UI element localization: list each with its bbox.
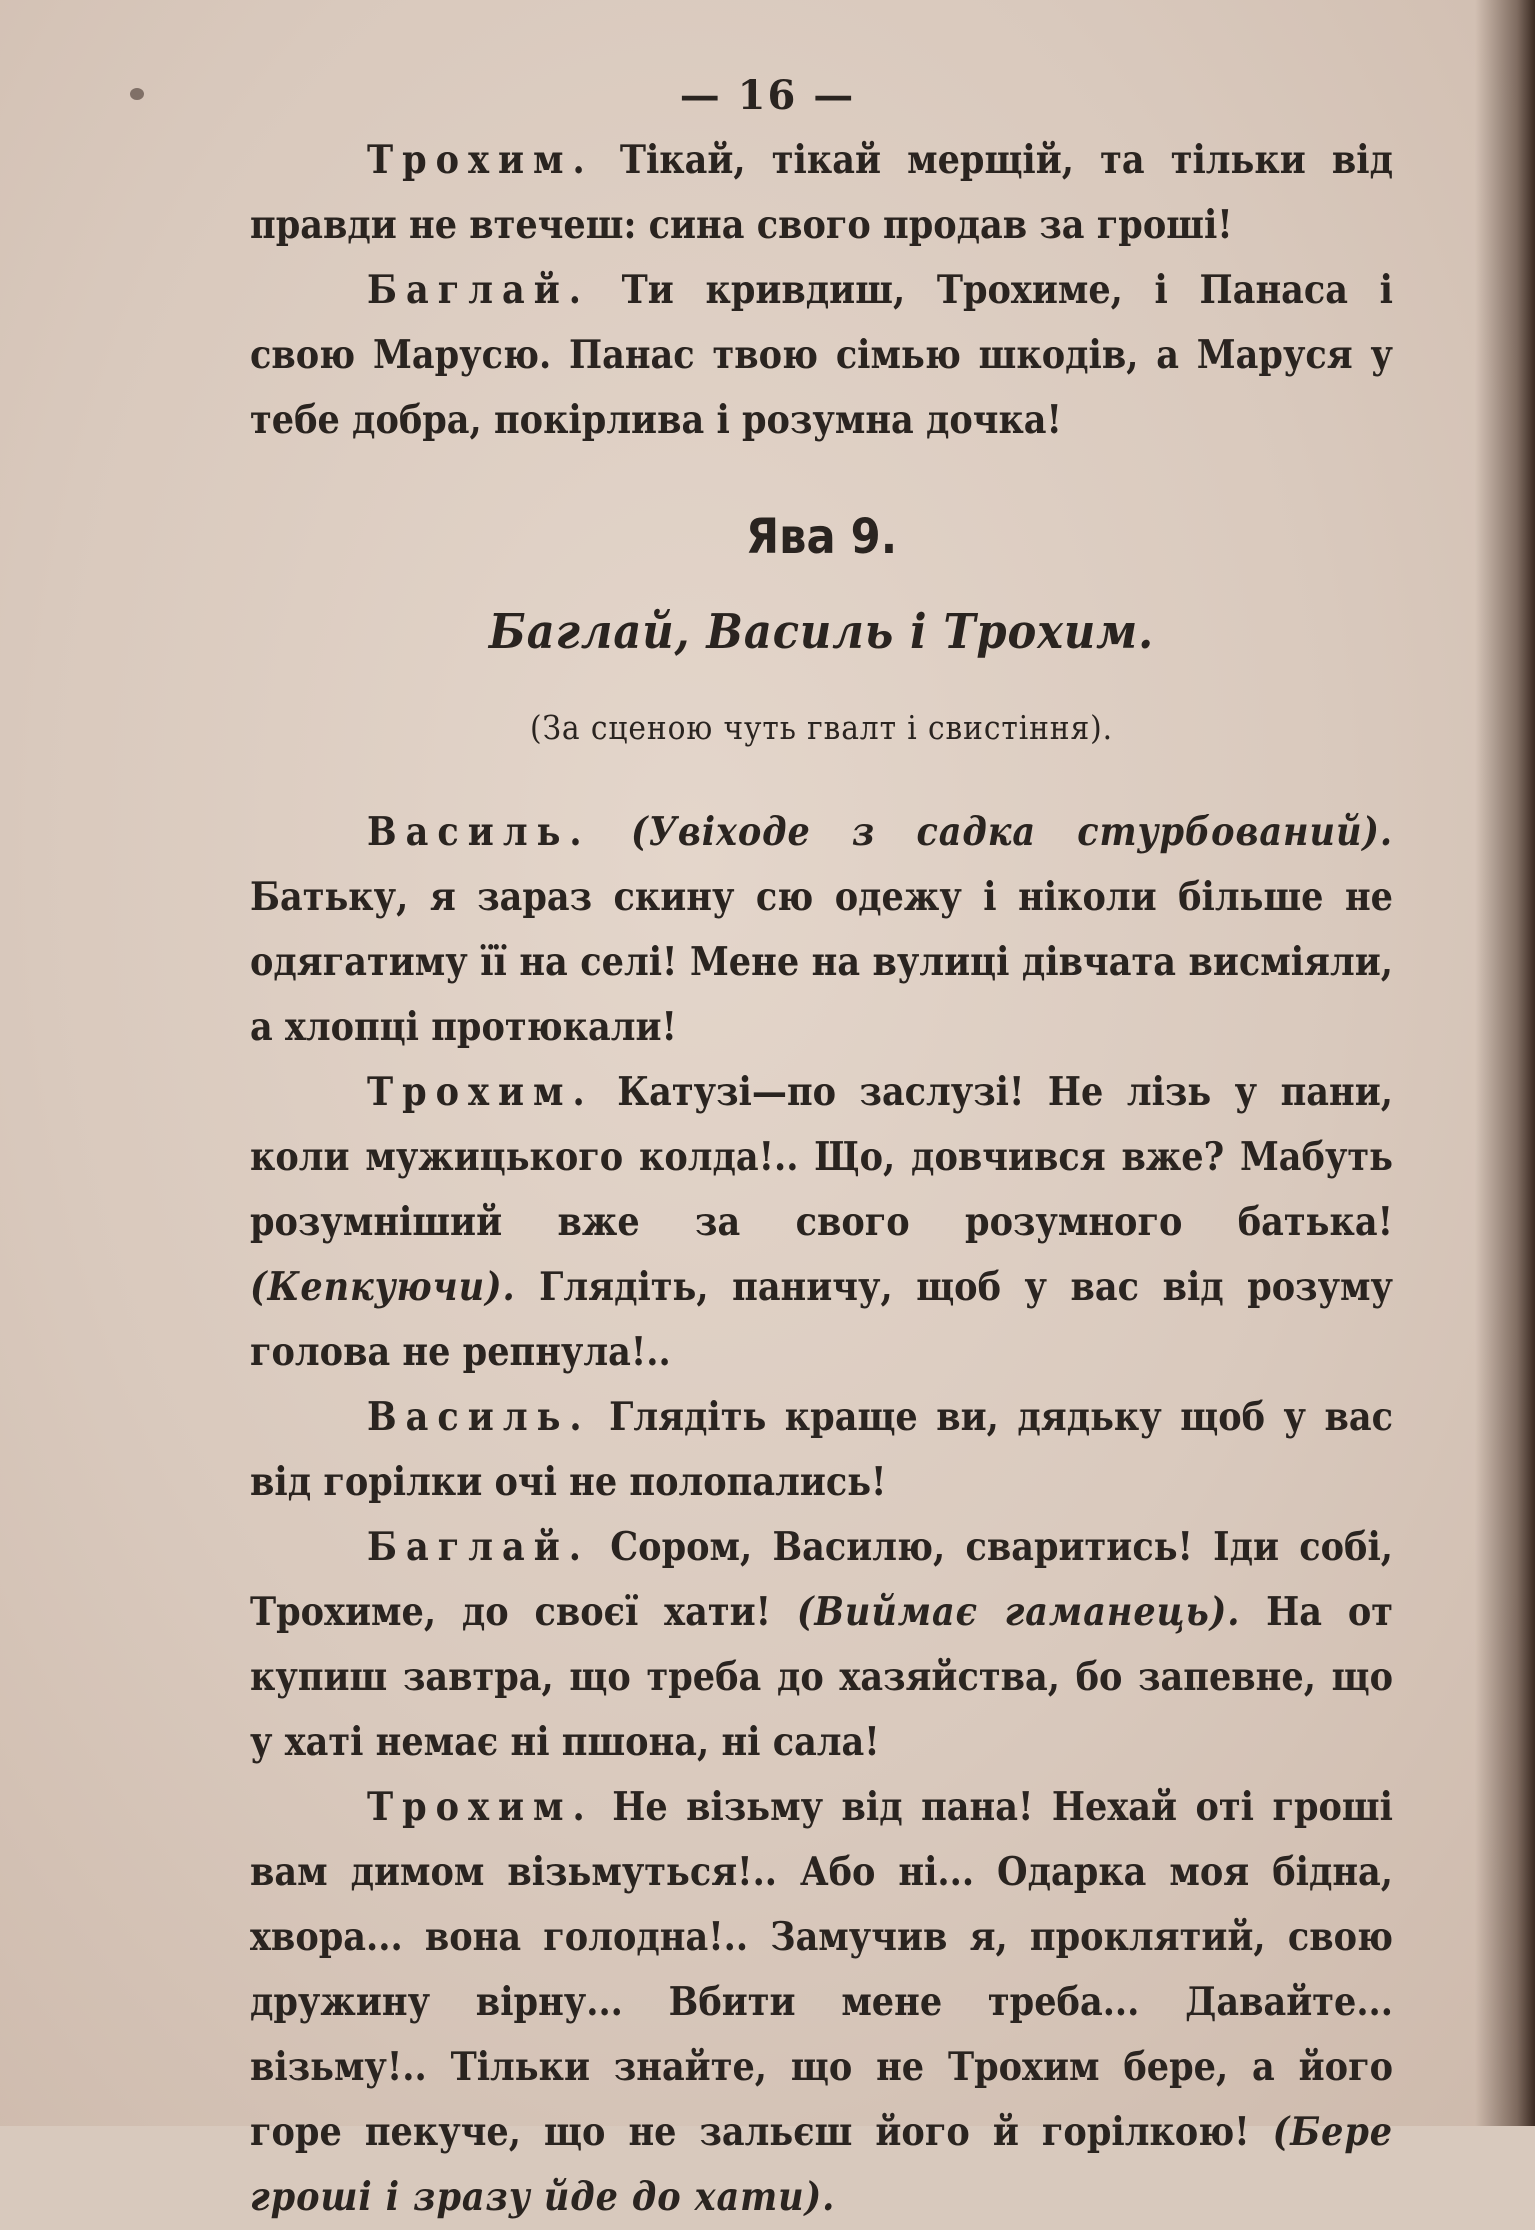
speech-text: Глядіть краще ви, дядьку щоб у вас від горілки очі не полопались! [250,1394,1393,1505]
speaker-name: Баглай. [367,1524,591,1570]
speaker-name: Василь. [367,809,591,855]
speech-text: Не візьму від пана! Нехай оті гроші вам димом візьмуться!.. Або ні... Одарка моя бідна, хвора... вона голодна!.. Замучив я, проклятий, свою дружину вірну... Вбити мене треба... Давайте... візьму!.. Тільки знайте, що не Трохим бере, а його горе пекуче, що не зальєш його й горілкою! [250,1784,1393,2155]
speech-paragraph [250,1060,1393,1385]
stage-direction: (Виймає гаманець). [796,1589,1241,1635]
page-binding-shadow [1475,0,1535,2126]
scene-title: Ява 9. [745,509,898,565]
speech-text: Сором, Василю, сваритись! Іди собі, Трохиме, до своєї хати! [250,1524,1393,1635]
speech-paragraph [250,1385,1393,1515]
speech-paragraph [250,258,1393,453]
speech-text: Тікай, тікай мерщій, та тільки від правди не втечеш: сина свого продав за гроші! [250,137,1393,248]
stage-direction: (Бере гроші і зразу йде до хати). [250,2109,1393,2220]
speech-paragraph [250,1515,1393,1775]
speaker-name: Баглай. [367,267,591,313]
stage-direction: (Кепкуючи). [250,1264,516,1310]
scene-characters: Баглай, Василь і Трохим. [488,604,1155,660]
speech-text: Батьку, я зараз скину сю одежу і ніколи більше не одягатиму її на селі! Мене на вулиці дівчата висміяли, а хлопці протюкали! [250,874,1393,1050]
speech-paragraph [250,128,1393,258]
speech-paragraph [250,800,1393,1060]
speaker-name: Трохим. [367,1784,594,1830]
stage-direction: (Увіходе з садка стурбований). [630,809,1393,855]
speech-paragraph [250,1775,1393,2230]
speech-text: На от купиш завтра, що треба до хазяйства, бо запевне, що у хаті немає ні пшона, ні сала! [250,1589,1394,1765]
speaker-name: Василь. [367,1394,591,1440]
speaker-name: Трохим. [367,137,594,183]
dialogue [250,800,1393,2230]
speech-text: Глядіть, паничу, щоб у вас від розуму голова не репнула!.. [250,1264,1393,1375]
speech-text: Ти кривдиш, Трохиме, і Панаса і свою Марусю. Панас твою сімью шкодів, а Маруся у тебе добра, покірлива і розумна дочка! [250,267,1393,443]
page-body [250,128,1393,2230]
stage-note: (За сценою чуть гвалт і свистіння). [530,708,1113,747]
page-number: — 16 — [679,72,856,119]
speech-text: Катузі—по заслузі! Не лізь у пани, коли мужицького колда!.. Що, довчився вже? Мабуть розумніший вже за свого розумного батька! [250,1069,1393,1245]
speaker-name: Трохим. [367,1069,594,1115]
top-passage [250,128,1393,453]
